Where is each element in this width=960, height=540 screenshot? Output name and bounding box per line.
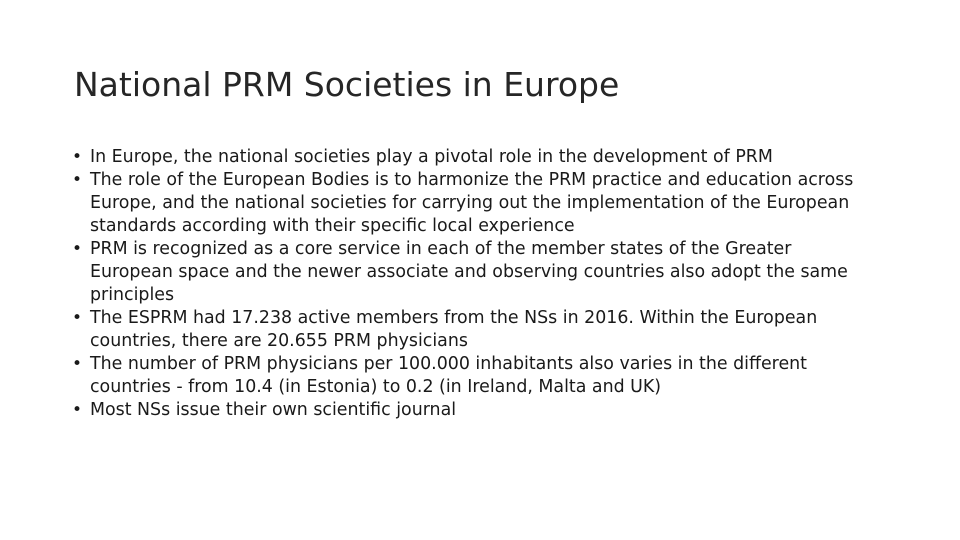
bullet-text: The number of PRM physicians per 100.000 inhabitants also varies in the different countries - from 10.4 (in Estonia) to 0.2 (in Ireland, Malta and UK) <box>90 354 807 397</box>
bullet-dot-icon: • <box>72 239 83 259</box>
bullet-dot-icon: • <box>72 170 83 190</box>
bullet-item <box>72 146 872 169</box>
bullet-item <box>72 353 872 399</box>
bullet-text: The ESPRM had 17.238 active members from the NSs in 2016. Within the European countries, there are 20.655 PRM physicians <box>90 308 818 351</box>
bullet-list <box>72 146 872 422</box>
bullet-dot-icon: • <box>72 354 83 374</box>
bullet-text: The role of the European Bodies is to harmonize the PRM practice and education across Europe, and the national societies for carrying out the implementation of the European standards according with their specific local experience <box>90 170 854 236</box>
bullet-item <box>72 307 872 353</box>
slide-title: National PRM Societies in Europe <box>74 65 620 104</box>
bullet-item <box>72 399 872 422</box>
bullet-item <box>72 169 872 238</box>
bullet-dot-icon: • <box>72 400 83 420</box>
bullet-text: In Europe, the national societies play a pivotal role in the development of PRM <box>90 147 773 167</box>
bullet-text: PRM is recognized as a core service in each of the member states of the Greater European space and the newer associate and observing countries also adopt the same principles <box>90 239 848 305</box>
bullet-item <box>72 238 872 307</box>
bullet-dot-icon: • <box>72 308 83 328</box>
bullet-text: Most NSs issue their own scientific journal <box>90 400 457 420</box>
bullet-dot-icon: • <box>72 147 83 167</box>
